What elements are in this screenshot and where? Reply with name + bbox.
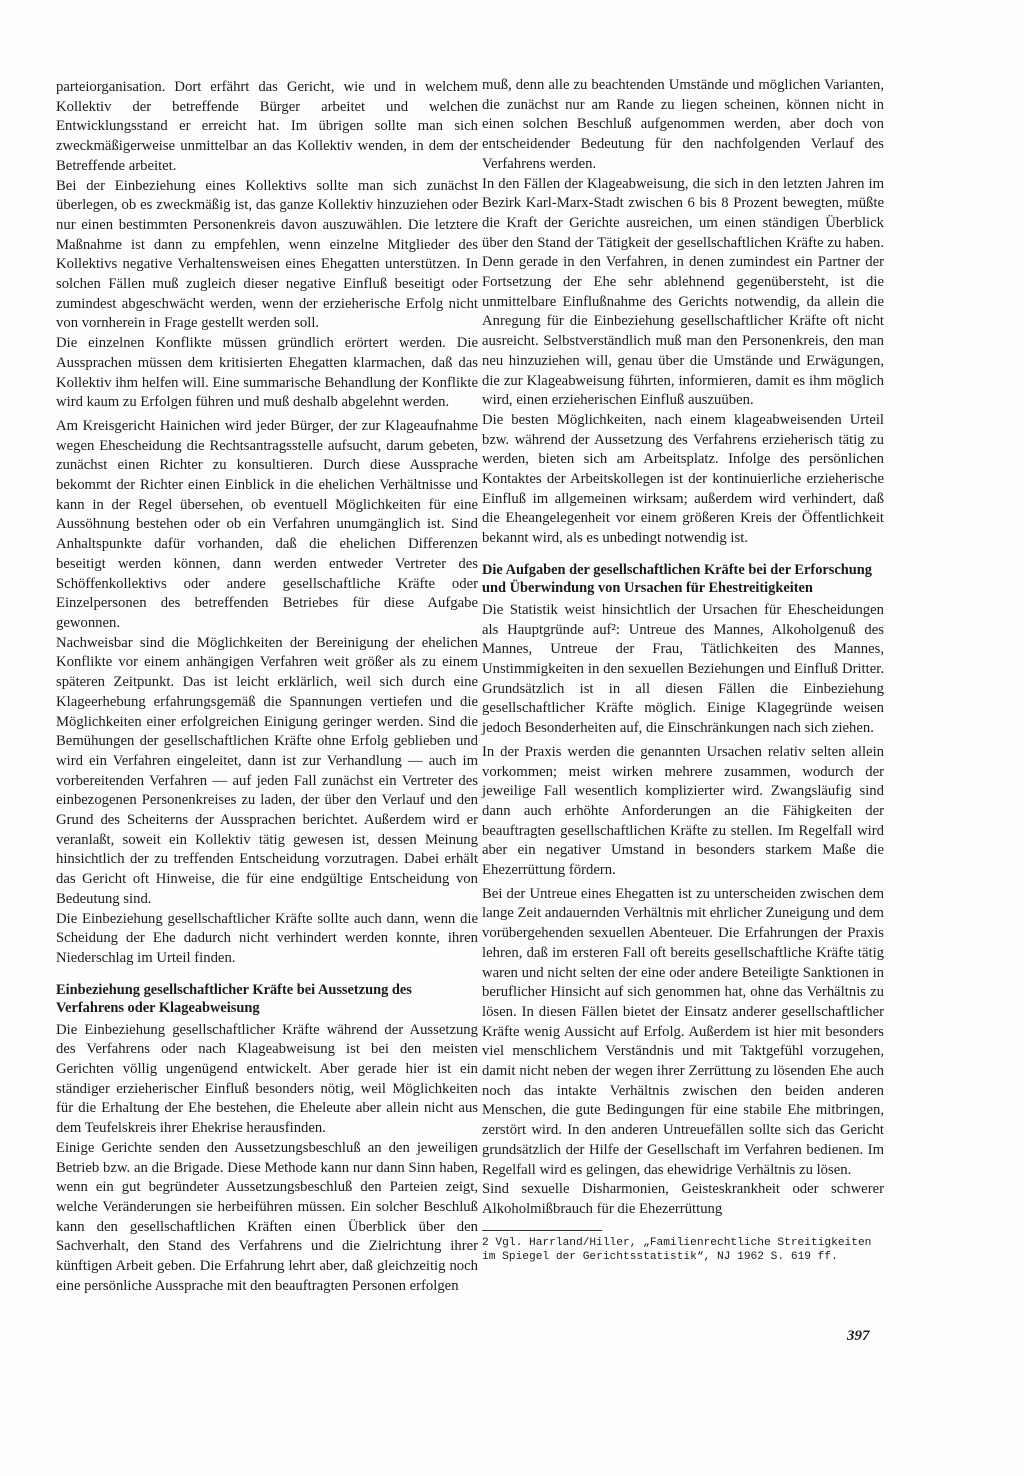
body-paragraph: In der Praxis werden die genannten Ursachen relativ selten allein vorkommen; meist wirken mehrere zusammen, wodurch der jeweilige Fall wesentlich komplizierter wird. Zwangsläufig sind dann auch erhöhte Anforderungen an die Fähigkeiten der beauftragten gesellschaftlichen Kräfte zu stellen. Im Regelfall wird aber ein negativer Umstand in besonders starkem Maße die Ehezerrüttung fördern. [482,743,884,879]
body-paragraph: muß, denn alle zu beachtenden Umstände und möglichen Varianten, die zunächst nur am Rande zu liegen scheinen, können nicht in einen solchen Beschluß aufgenommen werden, aber doch von entscheidender Bedeutung für den nachfolgenden Verlauf des Verfahrens werden. [482,77,884,172]
body-paragraph: Einige Gerichte senden den Aussetzungsbeschluß an den jeweiligen Betrieb bzw. an die Brigade. Diese Methode kann nur dann Sinn haben, wenn ein gut begründeter Aussetzungsbeschluß den Parteien zeigt, welche Veränderungen sie herbeiführen müssen. Ein solcher Beschluß kann den gesellschaftlichen Kräften einen Überblick über den Sachverhalt, den Stand des Verfahrens und die Zielrichtung ihrer künftigen Arbeit geben. Die Erfahrung lehrt aber, daß gleichzeitig noch eine persönliche Aussprache mit den beauftragten Personen erfolgen [56,1139,478,1294]
body-paragraph: Die Einbeziehung gesellschaftlicher Kräfte während der Aussetzung des Verfahrens oder nach Klageabweisung ist bei den meisten Gerichten völlig ungenügend entwickelt. Aber gerade hier ist ein ständiger erzieherischer Einfluß besonders nötig, weil Möglichkeiten für die Erhaltung der Ehe bestehen, die Eheleute aber allein nicht aus dem Teufelskreis ihrer Ehekrise herausfinden. [56,1021,478,1137]
right-column [482,76,884,1264]
body-paragraph: Nachweisbar sind die Möglichkeiten der Bereinigung der ehelichen Konflikte vor einem anhängigen Verfahren weit größer als zu einem späteren Zeitpunkt. Das ist leicht erklärlich, weil sich durch eine Klageerhebung erfahrungsgemäß die Spannungen vertiefen und die Möglichkeiten einer erfolgreichen Einigung geringer werden. Sind die Bemühungen der gesellschaftlichen Kräfte ohne Erfolg geblieben und wird ein Verfahren eingeleitet, dann ist zur Verhandlung — auch im vorbereitenden Verfahren — auf jeden Fall zunächst ein Vertreter des einbezogenen Personenkreises zu laden, der über den Verlauf und den Grund des Scheiterns der Aussprachen berichtet. Außerdem wird er veranlaßt, soweit ein Kollektiv tätig gewesen ist, dessen Meinung hinsichtlich der zu treffenden Entscheidung vorzutragen. Dabei erhält das Gericht oft Hinweise, die für eine endgültige Entscheidung von Bedeutung sind. [56,634,478,907]
body-paragraph: Die Statistik weist hinsichtlich der Ursachen für Ehescheidungen als Hauptgründe auf²: Untreue des Mannes, Alkoholgenuß des Mannes, Untreue der Frau, Tätlichkeiten des Mannes, Unstimmigkeiten in den sexuellen Beziehungen und Einfluß Dritter. Grundsätzlich ist in all diesen Fällen die Einbeziehung gesellschaftlicher Kräfte möglich. Einige Klagegründe weisen jedoch Besonderheiten auf, die Einschränkungen nach sich ziehen. [482,601,884,737]
footnote-divider [482,1230,602,1231]
section-heading: Die Aufgaben der gesellschaftlichen Kräfte bei der Erforschung und Überwindung von Ursachen für Ehestreitigkeiten [482,561,872,597]
body-paragraph: Die Einbeziehung gesellschaftlicher Kräfte sollte auch dann, wenn die Scheidung der Ehe dadurch nicht verhindert werden konnte, ihren Niederschlag im Urteil finden. [56,910,478,966]
body-paragraph: Sind sexuelle Disharmonien, Geisteskrankheit oder schwerer Alkoholmißbrauch für die Ehezerrüttung [482,1181,884,1217]
body-paragraph: Die einzelnen Konflikte müssen gründlich erörtert werden. Die Aussprachen müssen dem kritisierten Ehegatten klarmachen, daß das Kollektiv ihm helfen will. Eine summarische Behandlung der Konflikte wird kaum zu Erfolgen führen und muß deshalb abgelehnt werden. [56,335,478,411]
page-number: 397 [847,1328,870,1344]
body-paragraph: In den Fällen der Klageabweisung, die sich in den letzten Jahren im Bezirk Karl-Marx-Stadt zwischen 6 bis 8 Prozent bewegten, müßte die Kraft der Gerichte ausreichen, um einen ständigen Überblick über den Stand der Tätigkeit der gesellschaftlichen Kräfte zu haben. Denn gerade in den Verfahren, in denen zumindest ein Partner der Fortsetzung der Ehe sehr ablehnend gegenübersteht, ist die unmittelbare Einflußnahme des Gerichts notwendig, da allein die Anregung für die Einbeziehung gesellschaftlicher Kräfte oft nicht ausreicht. Selbstverständlich muß man den Personenkreis, den man neu hinzuziehen will, genau über die Umstände und Erwägungen, die zur Klageabweisung führten, informieren, damit es ihm möglich wird, einen erzieherischen Einfluß auszuüben. [482,175,884,409]
body-paragraph: parteiorganisation. Dort erfährt das Gericht, wie und in welchem Kollektiv der betreffende Bürger arbeitet und welchen Entwicklungsstand er erreicht hat. Im übrigen sollte man sich zweckmäßigerweise unmittelbar an das Kollektiv wenden, in dem der Betreffende arbeitet. [56,79,478,174]
body-paragraph: Bei der Einbeziehung eines Kollektivs sollte man sich zunächst überlegen, ob es zweckmäßig ist, das ganze Kollektiv hinzuziehen oder nur einen bestimmten Personenkreis davon auszuwählen. Die letztere Maßnahme ist dann zu empfehlen, wenn einzelne Mitglieder des Kollektivs negative Verhaltensweisen eines Ehegatten unterstützen. In solchen Fällen muß zugleich dieser negative Einfluß beseitigt oder zumindest abgeschwächt werden, wenn der erzieherische Erfolg nicht von vornherein in Frage gestellt werden soll. [56,177,478,332]
body-paragraph: Bei der Untreue eines Ehegatten ist zu unterscheiden zwischen dem lange Zeit andauernden Verhältnis mit ehrlicher Zuneigung und dem vorübergehenden sexuellen Abenteuer. Die Erfahrungen der Praxis lehren, daß im ersteren Fall oft bereits gesellschaftliche Kräfte tätig waren und nicht selten der eine oder andere Beteiligte Sanktionen in beruflicher Hinsicht auf sich genommen hat, ohne das Verhältnis zu lösen. In diesen Fällen bietet der Einsatz anderer gesellschaftlicher Kräfte wenig Aussicht auf Erfolg. Außerdem ist hier mit besonders viel menschlichem Verständnis und mit Taktgefühl vorzugehen, damit nicht neben der wegen ihrer Zerrüttung zu lösenden Ehe auch noch das intakte Verhältnis zwischen den beiden anderen Menschen, die gute Bedingungen für eine stabile Ehe mitbringen, zerstört wird. In den anderen Untreuefällen sollte sich das Gericht grundsätzlich der Hilfe der Gesellschaft im Verfahren bedienen. Im Regelfall wird es gelingen, das ehewidrige Verhältnis zu lösen. [482,885,884,1178]
left-column [56,78,478,1296]
body-paragraph: Am Kreisgericht Hainichen wird jeder Bürger, der zur Klageaufnahme wegen Ehescheidung die Rechtsantragsstelle aufsucht, darum gebeten, zunächst einen Richter zu konsultieren. Durch diese Aussprache bekommt der Richter einen Einblick in die ehelichen Verhältnisse und kann in der Regel übersehen, ob eventuell Möglichkeiten für eine Aussöhnung bestehen oder ob ein Verfahren unumgänglich ist. Sind Anhaltspunkte dafür vorhanden, daß die ehelichen Differenzen beseitigt werden können, dann werden entweder Vertreter des Schöffenkollektivs oder andere gesellschaftliche Kräfte oder Einzelpersonen des betreffenden Betriebes für diese Aufgabe gewonnen. [56,417,478,631]
section-heading: Einbeziehung gesellschaftlicher Kräfte bei Aussetzung des Verfahrens oder Klageabweisung [56,981,412,1017]
footnote: 2 Vgl. Harrland/Hiller, „Familienrechtliche Streitigkeiten im Spiegel der Gerichtsstatistik“, NJ 1962 S. 619 ff. [482,1236,872,1263]
body-paragraph: Die besten Möglichkeiten, nach einem klageabweisenden Urteil bzw. während der Aussetzung des Verfahrens erzieherisch tätig zu werden, bieten sich am Arbeitsplatz. Infolge des persönlichen Kontaktes der Arbeitskollegen ist der kontinuierliche erzieherische Einfluß im allgemeinen wirksam; außerdem wird verhindert, daß die Eheangelegenheit vor einem größeren Kreis der Öffentlichkeit bekannt wird, als es unbedingt notwendig ist. [482,411,884,547]
